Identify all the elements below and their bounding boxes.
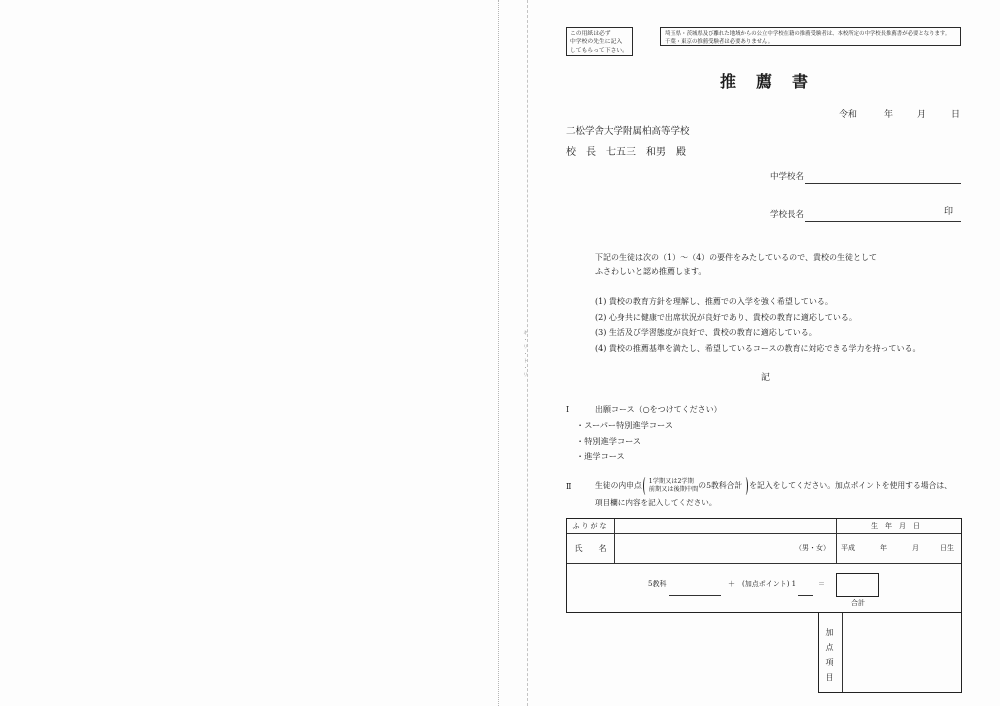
intro-line: 下記の生徒は次の（1）～（4）の要件をみたしているので、貴校の生徒として	[595, 253, 878, 262]
requirement-item: (3) 生活及び学習態度が良好で、貴校の教育に適応している。	[595, 328, 817, 337]
term-option: 前期又は後期中間	[648, 486, 699, 493]
gender-option: （男・女）	[795, 544, 830, 552]
document-title: 推薦書	[720, 72, 829, 91]
intro-line: ふさわしいと認め推薦します。	[595, 267, 707, 276]
section2-instruction: を記入をしてください。加点ポイントを使用する場合は、	[749, 481, 952, 491]
section2-instruction-cont: 項目欄に内容を記入してください。	[595, 498, 717, 507]
course-option: ・進学コース	[576, 451, 625, 461]
date-year: 年	[884, 110, 894, 120]
ki-heading: 記	[761, 373, 771, 383]
section2-instruction-row	[595, 476, 952, 496]
section2-lead: 生徒の内申点	[595, 481, 642, 491]
addressee-principal: 校 長 七五三 和男 殿	[566, 147, 686, 158]
bonus-items-box	[818, 612, 962, 693]
equals-sign: ＝	[818, 580, 825, 588]
total-score-box	[836, 573, 879, 597]
birth-month: 月	[912, 544, 919, 552]
date-month: 月	[917, 110, 927, 120]
subjects-score-field	[669, 595, 721, 596]
total-label: 合計	[851, 599, 865, 607]
addressee-school: 二松学舎大学附属柏高等学校	[566, 126, 690, 137]
date-day: 日	[951, 110, 961, 120]
term-options-stack	[649, 478, 699, 495]
subjects-label: 5教科	[648, 580, 667, 588]
bonus-points-field	[798, 595, 813, 596]
bonus-items-divider	[842, 613, 843, 692]
left-bracket	[643, 477, 648, 495]
table-row-divider	[567, 563, 961, 564]
notice-teacher-box	[566, 27, 633, 56]
principal-name-field	[805, 221, 961, 222]
term-option: 1学期又は2学期	[648, 477, 694, 485]
right-bracket	[743, 477, 748, 495]
notice-teacher-line: してもらって下さい。	[570, 47, 628, 54]
bonus-items-label: 加点項目	[825, 628, 834, 688]
notice-region-line: 千葉・東京の推薦受験者は必要ありません。	[665, 38, 774, 45]
notice-teacher-line: 中学校の先生に記入	[570, 39, 623, 46]
seal-mark: 印	[944, 207, 954, 217]
requirement-item: (1) 貴校の教育方針を理解し、推薦での入学を強く希望している。	[595, 297, 833, 306]
section1-numeral: Ⅰ	[566, 405, 570, 414]
requirement-item: (2) 心身共に健康で出席状況が良好であり、貴校の教育に適応している。	[595, 313, 857, 322]
student-info-table	[566, 518, 962, 613]
notice-teacher-line: この用紙は必ず	[570, 31, 611, 37]
notice-region-line: 埼玉県・茨城県及び離れた地域からの公立中学校在籍の推薦受験者は、本校所定の中学校長推薦書が必要となります。	[665, 30, 951, 37]
subject-total-text: の5教科合計	[698, 481, 743, 491]
junior-high-name-label: 中学校名	[770, 172, 805, 182]
date-era: 令和	[839, 110, 858, 120]
principal-name-label: 学校長名	[770, 210, 805, 220]
plus-sign: ＋	[728, 580, 735, 588]
junior-high-name-field	[805, 183, 961, 184]
table-col-divider	[614, 519, 615, 563]
birthdate-header: 生年月日	[871, 521, 927, 530]
bonus-points-label: (加点ポイント) 1	[742, 580, 797, 588]
fold-dotted-line	[498, 0, 499, 706]
section2-numeral: Ⅱ	[566, 482, 572, 491]
notice-region-box	[660, 27, 961, 46]
furigana-label: ふりがな	[572, 521, 609, 530]
birth-era: 平成	[841, 544, 855, 552]
requirement-item: (4) 貴校の推薦基準を満たし、希望しているコースの教育に対応できる学力を持っている。	[595, 344, 921, 353]
name-label: 氏名	[574, 543, 623, 553]
course-option: ・スーパー特別進学コース	[576, 420, 674, 430]
table-row-divider	[567, 533, 961, 534]
course-option: ・特別進学コース	[576, 436, 642, 446]
section1-heading: 出願コース（○をつけてください）	[595, 405, 722, 414]
birth-year: 年	[880, 544, 887, 552]
cut-line-label: キ・リ・ト・リ	[522, 330, 528, 379]
birth-day: 日生	[940, 544, 954, 552]
